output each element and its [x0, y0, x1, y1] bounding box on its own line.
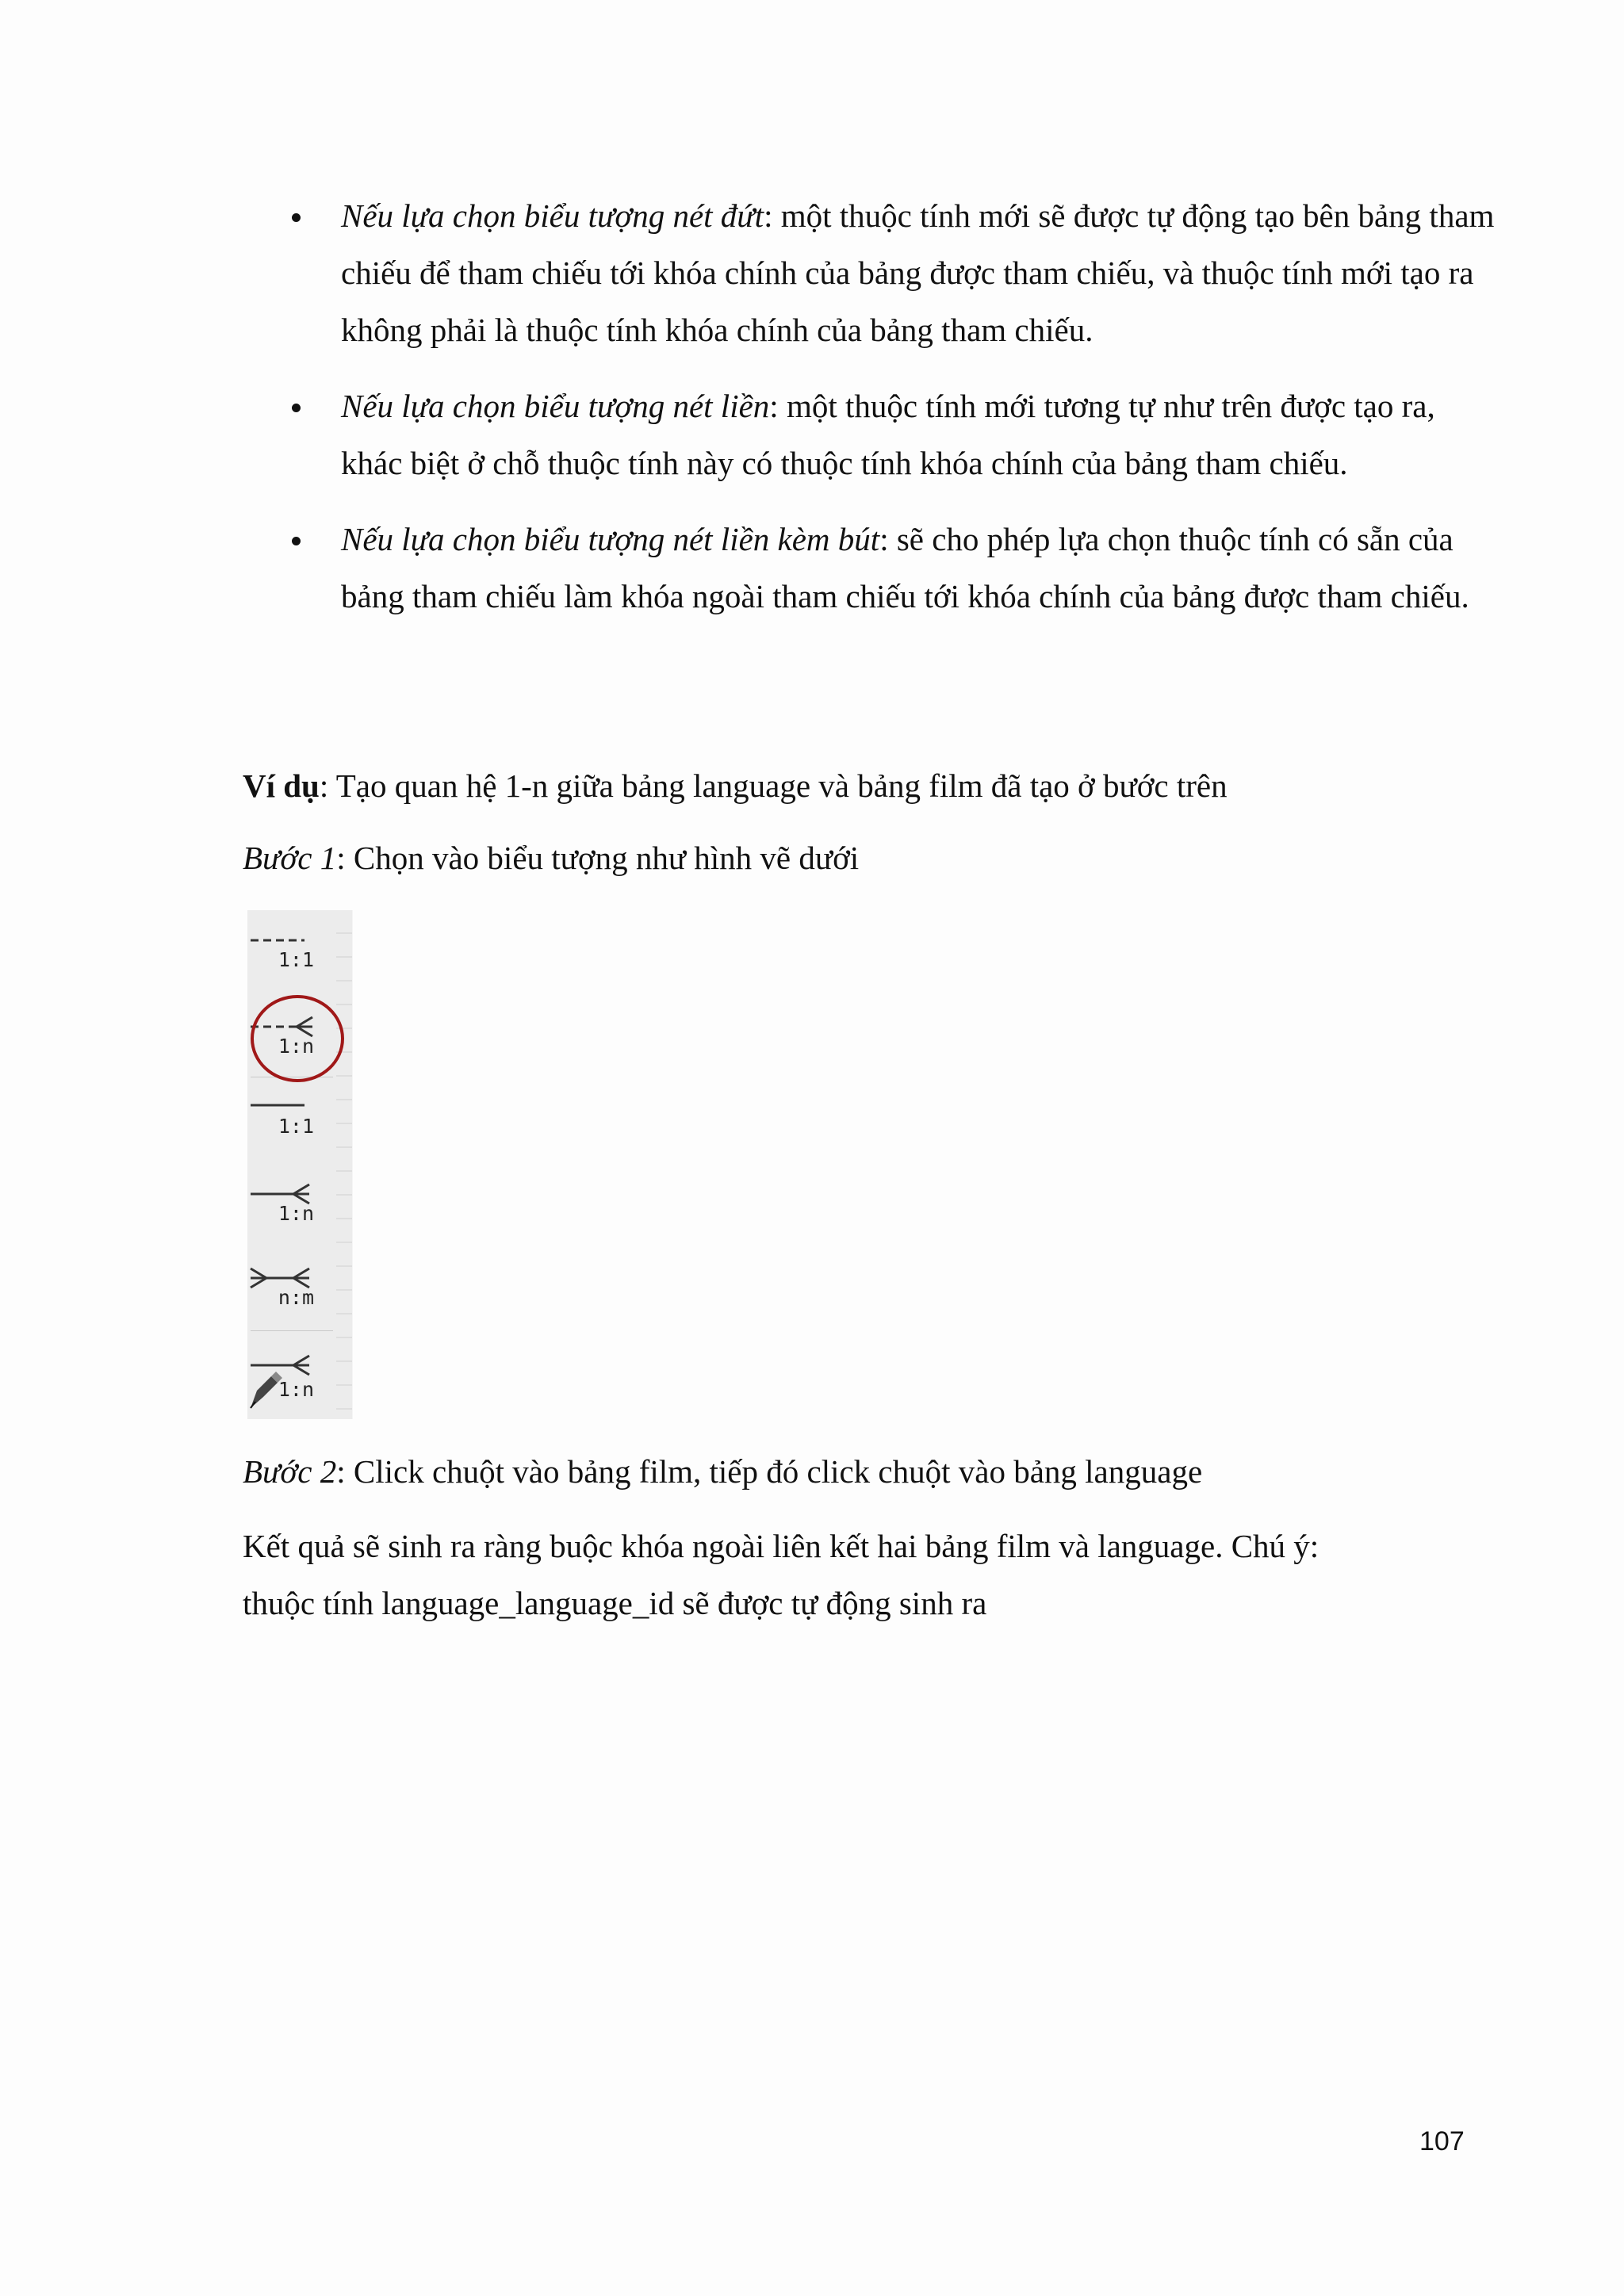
tool-existing-columns-1-n[interactable]	[247, 1335, 336, 1414]
bullet-item-solid	[285, 377, 1499, 492]
bullet-item-solid-pen	[285, 511, 1499, 625]
tool-label: 1:1	[278, 1115, 314, 1138]
bullet-lead: Nếu lựa chọn biểu tượng nét liền kèm bút	[341, 521, 880, 557]
tool-label: 1:n	[278, 1035, 314, 1058]
tool-non-identifying-1-1[interactable]	[247, 910, 336, 989]
example-text: : Tạo quan hệ 1-n giữa bảng language và bảng film đã tạo ở bước trên	[319, 767, 1228, 804]
tool-identifying-1-1[interactable]	[247, 1078, 336, 1158]
example-lead: Ví dụ	[243, 767, 320, 804]
step2-text: : Click chuột vào bảng film, tiếp đó click chuột vào bảng language	[336, 1453, 1203, 1490]
result-line-1: Kết quả sẽ sinh ra ràng buộc khóa ngoài liên kết hai bảng film và language. Chú ý:	[243, 1528, 1320, 1564]
bullet-lead: Nếu lựa chọn biểu tượng nét đứt	[341, 197, 764, 234]
bullet-text: : một thuộc tính mới tương tự như trên được tạo ra, khác biệt ở chỗ thuộc tính này có thuộc tính khóa chính của bảng tham chiếu.	[341, 388, 1435, 481]
step1-text: : Chọn vào biểu tượng như hình vẽ dưới	[336, 840, 860, 876]
result-paragraph	[243, 1517, 1511, 1632]
tool-many-to-many[interactable]	[247, 1246, 336, 1326]
highlight-circle	[251, 995, 344, 1082]
toolbar-edge	[336, 910, 352, 1419]
crowfoot-pen-icon	[247, 1335, 336, 1414]
page-number: 107	[1419, 2126, 1465, 2156]
tool-label: 1:1	[278, 948, 314, 971]
bullet-text: : một thuộc tính mới sẽ được tự động tạo bên bảng tham chiếu để tham chiếu tới khóa chính của bảng được tham chiếu, và thuộc tính mới tạo ra không phải là thuộc tính khóa chính của bảng tham chiếu.	[341, 197, 1495, 348]
result-line-2: thuộc tính language_language_id sẽ được tự động sinh ra	[243, 1585, 987, 1621]
relationship-toolbar-image	[247, 910, 353, 1419]
step2-lead: Bước 2	[243, 1453, 337, 1490]
tool-label: 1:n	[278, 1202, 314, 1225]
step1-paragraph	[243, 829, 1511, 886]
example-paragraph	[243, 757, 1511, 814]
toolbar-separator	[251, 1330, 333, 1331]
bullet-item-dashed	[285, 187, 1499, 358]
tool-identifying-1-n[interactable]	[247, 1162, 336, 1242]
step1-lead: Bước 1	[243, 840, 337, 876]
bullet-dot	[292, 213, 301, 222]
bullet-dot	[292, 404, 301, 412]
bullet-list	[285, 187, 1499, 644]
bullet-dot	[292, 537, 301, 545]
bullet-text: : sẽ cho phép lựa chọn thuộc tính có sẵn của bảng tham chiếu làm khóa ngoài tham chiếu tới khóa chính của bảng được tham chiếu.	[341, 521, 1469, 614]
bullet-lead: Nếu lựa chọn biểu tượng nét liền	[341, 388, 770, 424]
tool-label: n:m	[278, 1286, 314, 1309]
step2-paragraph	[243, 1443, 1511, 1500]
tool-label: 1:n	[278, 1378, 314, 1401]
